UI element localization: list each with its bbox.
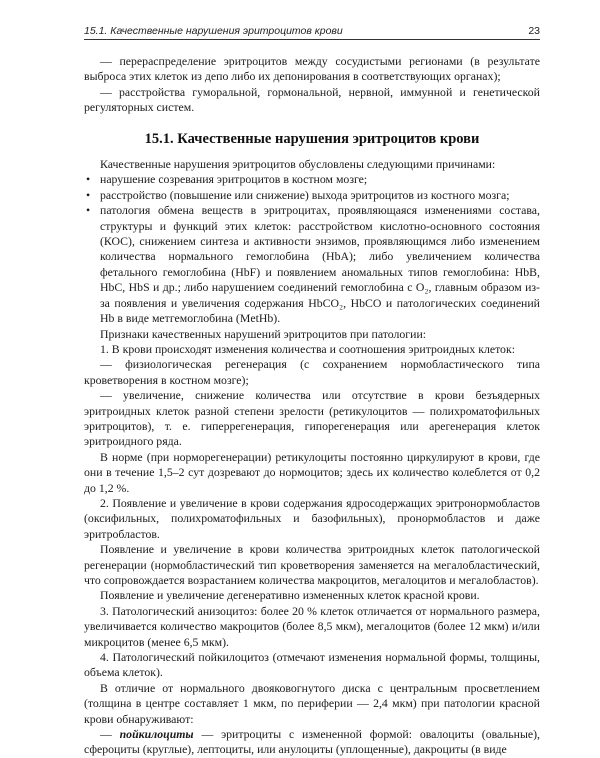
- paragraph: Появление и увеличение дегенеративно измененных клеток красной крови.: [100, 588, 480, 603]
- paragraph: — расстройства гуморальной, гормональной, нервной, иммунной и генетической регуляторных систем.: [84, 84, 540, 115]
- paragraph: — увеличение, снижение количества или отсутствие в крови безъядерных эритроидных клеток разной степени зрелости (ретикулоцитов — полихроматофильных эритроцитов), т. е. гиперрегенерация, гипорегенерация или арегенерация клеток эритроидного ряда.: [84, 388, 540, 449]
- page-number: 23: [528, 25, 540, 37]
- paragraph: — перераспределение эритроцитов между сосудистыми регионами (в результате выброса этих клеток из депо либо их депонирования в соответствующих органах);: [84, 54, 540, 84]
- list-item: • расстройство (повышение или снижение) выхода эритроцитов из костного мозга;: [84, 188, 540, 203]
- paragraph-text: — эритроциты с измененной формой: овалоциты (овальные), сфероциты (круглые), лептоциты, или анулоциты (уплощенные), дакроциты (в виде: [84, 727, 540, 757]
- paragraph: 3. Патологический анизоцитоз: более 20 % клеток отличается от нормального размера, увеличивается количество макроцитов (более 8,5 мкм), мегалоцитов (более 12 мкм) и/или микроцитов (менее 6,5 мкм).: [84, 603, 540, 649]
- paragraph: 2. Появление и увеличение в крови содержания ядросодержащих эритронормобластов (оксифильных, полихроматофильных и базофильных), пронормобластов и даже эритробластов.: [84, 495, 540, 541]
- running-header: [84, 25, 540, 40]
- section-heading: 15.1. Качественные нарушения эритроцитов крови: [144, 130, 480, 147]
- paragraph: 1. В крови происходят изменения количества и соотношения эритроидных клеток:: [100, 341, 515, 356]
- paragraph: Качественные нарушения эритроцитов обусловлены следующими причинами:: [100, 157, 496, 172]
- paragraph: — физиологическая регенерация (с сохранением нормобластического типа кроветворения в костном мозге);: [84, 357, 540, 387]
- paragraph: Появление и увеличение в крови количества эритроидных клеток патологической регенерации (нормобластический тип кроветворения заменяется на мегалобластический, что сопровождается возрастанием количества макроцитов, мегалоцитов и мегалобластов).: [84, 542, 540, 587]
- page-body: [84, 54, 540, 758]
- paragraph: В норме (при норморегенерации) ретикулоциты постоянно циркулируют в крови, где они в течение 1,5–2 сут дозревают до нормоцитов; здесь их количество колеблется от 0,2 до 1,2 %.: [84, 449, 540, 495]
- header-title: 15.1. Качественные нарушения эритроцитов крови: [84, 25, 343, 37]
- term-poikilocytes: пойкилоциты: [119, 727, 194, 742]
- list-item: • нарушение созревания эритроцитов в костном мозге;: [84, 172, 540, 187]
- list-item: • патология обмена веществ в эритроцитах, проявляющаяся изменениями состава, структуры и функций этих клеток: расстройством кислотно-основного состояния (КОС), снижением синтеза и активности энзимов, проявляющимся либо изменением количества нормального гемоглобина (HbA); либо увеличением количества фетального гемоглобина (HbF) и появлением аномальных типов гемоглобина: HbB, HbC, HbS и др.; либо нарушением соединений гемоглобина с O₂, главным образом из-за появления и увеличения содержания HbCO₂, HbCO и патологических соединений Hb в виде метгемоглобина (MetHb).: [84, 203, 540, 326]
- paragraph: В отличие от нормального двояковогнутого диска с центральным просветлением (толщина в центре составляет 1 мкм, по периферии — 2,4 мкм) при патологии красной крови обнаруживают:: [84, 680, 540, 726]
- bullet-list: [84, 172, 540, 326]
- paragraph: Признаки качественных нарушений эритроцитов при патологии:: [100, 326, 427, 341]
- paragraph: — пойкилоциты — эритроциты с измененной формой: овалоциты (овальные), сфероциты (круглые), лептоциты, или анулоциты (уплощенные), дакроциты (в виде: [84, 727, 540, 757]
- paragraph: 4. Патологический пойкилоцитоз (отмечают изменения нормальной формы, толщины, объема клеток).: [84, 650, 540, 680]
